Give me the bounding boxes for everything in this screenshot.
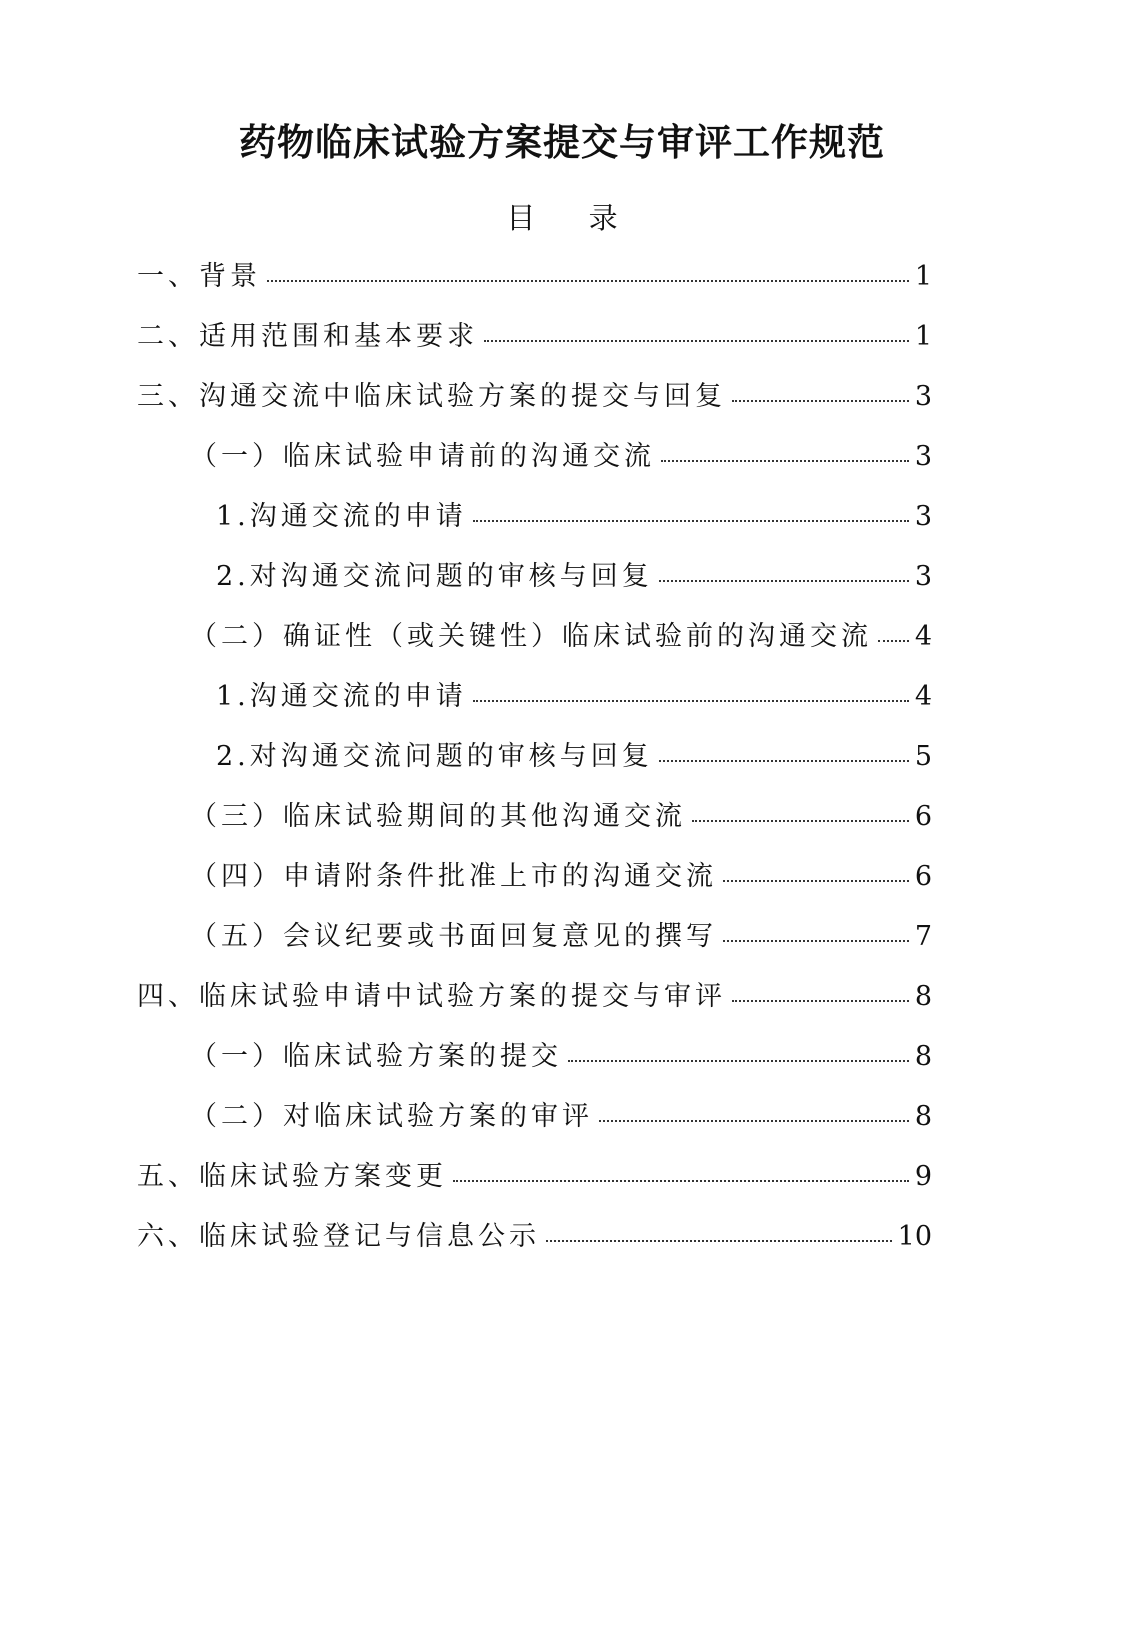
toc-entry[interactable] — [190, 1034, 932, 1074]
toc-entry-label: 三、沟通交流中临床试验方案的提交与回复 — [137, 381, 726, 412]
toc-entry-page-number: 3 — [914, 381, 932, 412]
toc-dot-leader — [692, 814, 909, 822]
toc-entry-page-number: 8 — [914, 981, 932, 1012]
toc-entry-label: 2.对沟通交流问题的审核与回复 — [216, 561, 653, 592]
toc-entry-page-number: 6 — [914, 861, 932, 892]
toc-entry[interactable] — [216, 554, 932, 594]
toc-entry-page-number: 1 — [914, 261, 932, 292]
toc-entry-page-number: 8 — [914, 1101, 932, 1132]
toc-entry[interactable] — [190, 1094, 932, 1134]
toc-entry-label: （二）确证性（或关键性）临床试验前的沟通交流 — [190, 621, 872, 652]
toc-entry[interactable] — [137, 1154, 932, 1194]
toc-entry[interactable] — [137, 1214, 932, 1254]
toc-heading: 目 录 — [506, 201, 640, 235]
toc-entry-label: （四）申请附条件批准上市的沟通交流 — [190, 861, 717, 892]
toc-entry-page-number: 3 — [914, 441, 932, 472]
toc-entry[interactable] — [190, 914, 932, 954]
toc-entry-label: 四、临床试验申请中试验方案的提交与审评 — [137, 981, 726, 1012]
toc-dot-leader — [473, 514, 909, 522]
toc-entry[interactable] — [190, 854, 932, 894]
document-title: 药物临床试验方案提交与审评工作规范 — [239, 120, 885, 164]
toc-dot-leader — [723, 934, 909, 942]
toc-dot-leader — [599, 1114, 909, 1122]
toc-entry-label: 六、临床试验登记与信息公示 — [137, 1221, 540, 1252]
toc-entry-page-number: 3 — [914, 561, 932, 592]
toc-entry[interactable] — [137, 374, 932, 414]
toc-entry[interactable] — [137, 974, 932, 1014]
toc-dot-leader — [267, 274, 909, 282]
toc-entry-label: （一）临床试验方案的提交 — [190, 1041, 562, 1072]
toc-entry-page-number: 4 — [914, 681, 932, 712]
toc-entry-page-number: 3 — [914, 501, 932, 532]
toc-dot-leader — [453, 1174, 909, 1182]
toc-dot-leader — [878, 634, 909, 642]
toc-entry-page-number: 8 — [914, 1041, 932, 1072]
toc-entry-page-number: 4 — [914, 621, 932, 652]
toc-entry-label: （一）临床试验申请前的沟通交流 — [190, 441, 655, 472]
toc-dot-leader — [568, 1054, 909, 1062]
toc-entry-label: 1.沟通交流的申请 — [216, 501, 467, 532]
toc-entry[interactable] — [190, 794, 932, 834]
toc-entry-label: 二、适用范围和基本要求 — [137, 321, 478, 352]
toc-entry[interactable] — [137, 254, 932, 294]
toc-dot-leader — [661, 454, 909, 462]
toc-dot-leader — [723, 874, 909, 882]
toc-entry-label: 五、临床试验方案变更 — [137, 1161, 447, 1192]
toc-entry[interactable] — [216, 494, 932, 534]
toc-entry[interactable] — [190, 434, 932, 474]
toc-entry-page-number: 1 — [914, 321, 932, 352]
toc-dot-leader — [659, 754, 909, 762]
toc-entry[interactable] — [216, 674, 932, 714]
toc-dot-leader — [732, 394, 909, 402]
toc-dot-leader — [546, 1234, 892, 1242]
toc-entry-label: （三）临床试验期间的其他沟通交流 — [190, 801, 686, 832]
toc-entry[interactable] — [137, 314, 932, 354]
toc-entry[interactable] — [216, 734, 932, 774]
toc-dot-leader — [473, 694, 909, 702]
toc-entry[interactable] — [190, 614, 932, 654]
toc-entry-page-number: 10 — [897, 1221, 932, 1252]
toc-entry-page-number: 6 — [914, 801, 932, 832]
toc-entry-page-number: 5 — [914, 741, 932, 772]
toc-entry-label: （五）会议纪要或书面回复意见的撰写 — [190, 921, 717, 952]
toc-entry-label: （二）对临床试验方案的审评 — [190, 1101, 593, 1132]
toc-dot-leader — [732, 994, 909, 1002]
toc-entry-page-number: 9 — [914, 1161, 932, 1192]
toc-dot-leader — [659, 574, 909, 582]
toc-entry-label: 一、背景 — [137, 261, 261, 292]
toc-entry-label: 2.对沟通交流问题的审核与回复 — [216, 741, 653, 772]
toc-dot-leader — [484, 334, 909, 342]
toc-entry-label: 1.沟通交流的申请 — [216, 681, 467, 712]
toc-entry-page-number: 7 — [914, 921, 932, 952]
